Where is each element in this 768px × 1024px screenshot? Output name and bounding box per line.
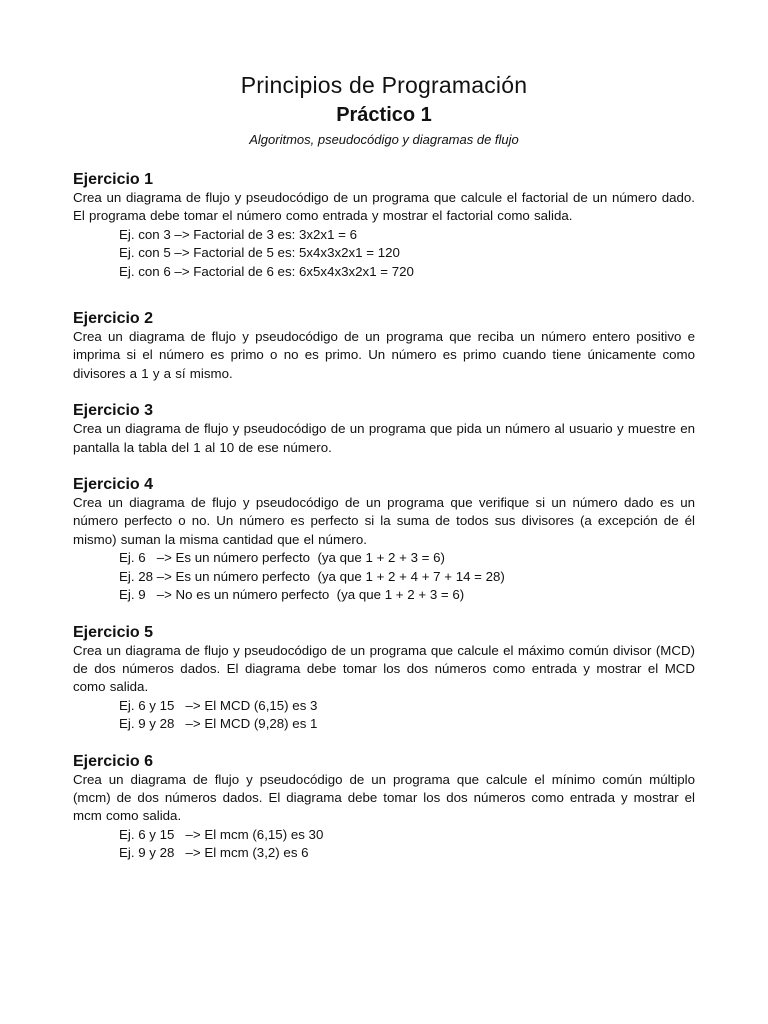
exercise-statement: Crea un diagrama de flujo y pseudocódigo de un programa que reciba un número entero positivo e imprima si el número es primo o no es primo. Un número es primo cuando tiene únicamente como divisores a 1 y a sí mismo.	[73, 329, 695, 381]
exercise-example: Ej. 9 y 28 –> El mcm (3,2) es 6	[119, 845, 309, 861]
exercise-statement: Crea un diagrama de flujo y pseudocódigo de un programa que calcule el factorial de un número dado. El programa debe tomar el número como entrada y mostrar el factorial como salida.	[73, 190, 695, 224]
exercise-example: Ej. 9 y 28 –> El MCD (9,28) es 1	[119, 716, 318, 732]
document-title: Principios de Programación	[240, 72, 528, 98]
exercise-example: Ej. 6 y 15 –> El mcm (6,15) es 30	[119, 826, 324, 842]
exercise-4	[73, 475, 695, 604]
exercise-example: Ej. 9 –> No es un número perfecto (ya que 1 + 2 + 3 = 6)	[119, 587, 465, 603]
exercise-5	[73, 623, 695, 734]
exercise-title: Ejercicio 3	[73, 402, 154, 420]
exercise-title: Ejercicio 6	[73, 752, 154, 770]
exercise-2	[73, 309, 695, 383]
exercise-6	[73, 752, 695, 863]
exercise-title: Ejercicio 4	[73, 476, 154, 494]
exercise-example: Ej. 28 –> Es un número perfecto (ya que 1 + 2 + 4 + 7 + 14 = 28)	[119, 568, 505, 584]
document-header	[0, 70, 768, 149]
exercise-1	[73, 170, 695, 281]
exercise-title: Ejercicio 5	[73, 623, 154, 641]
document-subtitle: Práctico 1	[336, 104, 432, 126]
exercise-example: Ej. con 6 –> Factorial de 6 es: 6x5x4x3x2x1 = 720	[119, 263, 414, 279]
exercise-statement: Crea un diagrama de flujo y pseudocódigo de un programa que verifique si un número dado es un número perfecto o no. Un número es perfecto si la suma de todos sus divisores (a excepción de él mismo) suman la misma cantidad que el número.	[73, 495, 695, 547]
exercise-title: Ejercicio 2	[73, 310, 154, 328]
exercise-statement: Crea un diagrama de flujo y pseudocódigo de un programa que pida un número al usuario y muestre en pantalla la tabla del 1 al 10 de ese número.	[73, 421, 695, 455]
exercise-statement: Crea un diagrama de flujo y pseudocódigo de un programa que calcule el mínimo común múltiplo (mcm) de dos números dados. El diagrama debe tomar los dos números como entrada y mostrar el mcm como salida.	[73, 771, 695, 824]
exercise-example: Ej. 6 –> Es un número perfecto (ya que 1 + 2 + 3 = 6)	[119, 550, 445, 566]
exercise-example: Ej. 6 y 15 –> El MCD (6,15) es 3	[119, 697, 318, 713]
exercise-title: Ejercicio 1	[73, 171, 154, 188]
exercise-list	[73, 170, 695, 863]
exercise-3	[73, 401, 695, 457]
exercise-example: Ej. con 3 –> Factorial de 3 es: 3x2x1 = 6	[119, 226, 358, 242]
document-tagline: Algoritmos, pseudocódigo y diagramas de flujo	[249, 132, 519, 147]
exercise-example: Ej. con 5 –> Factorial de 5 es: 5x4x3x2x1 = 120	[119, 245, 400, 261]
exercise-statement: Crea un diagrama de flujo y pseudocódigo de un programa que calcule el máximo común divisor (MCD) de dos números dados. El diagrama debe tomar los dos números como entrada y mostrar el MCD como salida.	[73, 642, 695, 695]
